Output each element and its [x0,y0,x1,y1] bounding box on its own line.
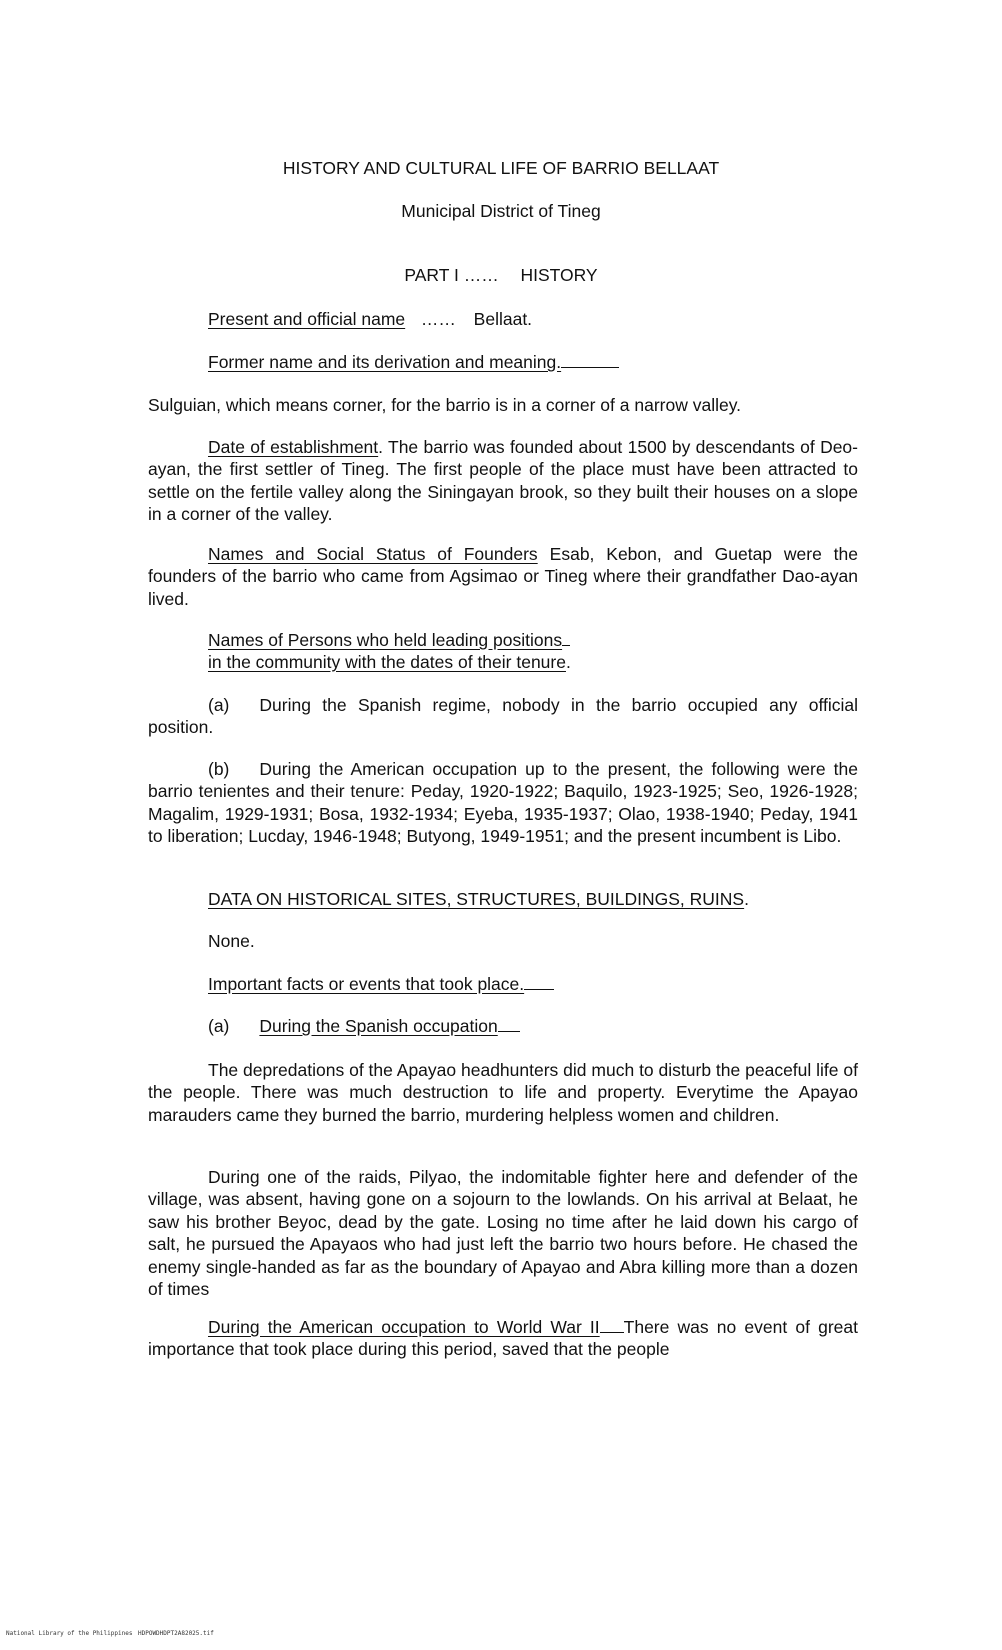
leaders-heading-2: in the community with the dates of their tenure [208,652,566,672]
present-name-heading: Present and official name [208,309,406,329]
establishment-paragraph [148,436,858,526]
american-occupation-paragraph [148,1316,858,1361]
leaders-item-a [148,694,858,739]
footer-library-credit: National Library of the Philippines [6,1630,133,1637]
establishment-text: . The barrio was founded about 1500 by descendants of Deo-ayan, the first settler of Tineg. The first people of the place must have been attracted to settle on the fertile valley along the Siningayan brook, so they built their houses on a slope in a corner of the valley. [148,437,858,525]
founders-text: Esab, Kebon, and Guetap were the founders of the barrio who came from Agsimao or Tineg where their grandfather Dao-ayan lived. [148,544,858,609]
underline-fill [561,353,619,368]
leaders-heading-end: . [565,652,571,672]
former-name-heading: Former name and its derivation and meaning. [208,352,562,372]
leaders-item-b [148,758,858,848]
leaders-item-a-text: During the Spanish regime, nobody in the barrio occupied any official position. [148,695,858,738]
present-name-line [208,308,532,330]
footer-file-id: HDPOWDHDPT2A82025.tif [138,1630,214,1637]
former-name-text: Sulguian, which means corner, for the barrio is in a corner of a narrow valley. [148,395,742,415]
leaders-item-b-text: During the American occupation up to the present, the following were the barrio tenientes and their tenure: Peday, 1920-1922; Baquilo, 1923-1925; Seo, 1926-1928; Magalim, 1929-1931; Bosa, 1932-1934; Eyeba, 1935-1937; Olao, 1938-1940; Peday, 1941 to liberation; Lucday, 1946-1948; Butyong, 1949-1951; and the present incumbent is Libo. [148,759,858,847]
part-name: HISTORY [520,265,598,285]
leaders-item-b-label: (b) [208,759,230,779]
founders-paragraph [148,543,858,610]
historical-sites-heading-end: . [744,889,749,909]
former-name-heading-line [208,351,619,373]
document-title: HISTORY AND CULTURAL LIFE OF BARRIO BELLAAT [282,158,720,178]
underline-fill [600,1318,624,1333]
establishment-heading: Date of establishment [208,437,379,457]
leaders-heading-line1 [208,629,570,651]
american-occupation-text: There was no event of great importance that took place during this period, saved that the people [148,1317,858,1360]
historical-sites-heading: DATA ON HISTORICAL SITES, STRUCTURES, BUILDINGS, RUINS [208,889,745,909]
leaders-item-a-label: (a) [208,695,230,715]
founders-heading: Names and Social Status of Founders [208,544,538,564]
present-name-dots: …… [420,309,456,329]
events-heading-line [208,973,554,995]
underline-fill [524,975,554,990]
part-heading [0,264,1002,286]
american-occupation-heading: During the American occupation to World War II [208,1317,600,1337]
present-name-value: Bellaat. [473,309,533,329]
events-paragraph-1 [148,1059,858,1126]
part-label: PART I …… [404,265,499,285]
events-sub-a-heading: During the Spanish occupation [259,1016,498,1036]
events-sub-a-label: (a) [208,1016,230,1036]
underline-fill [498,1017,520,1032]
document-subtitle: Municipal District of Tineg [401,201,601,221]
historical-sites-text: None. [208,931,255,951]
events-sub-a-line [208,1015,520,1037]
events-para2-text: During one of the raids, Pilyao, the indomitable fighter here and defender of the village, was absent, having gone on a sojourn to the lowlands. On his arrival at Belaat, he saw his brother Beyoc, dead by the gate. Losing no time after he laid down his cargo of salt, he pursued the Apayaos who had just left the barrio two hours before. He chased the enemy single-handed as far as the boundary of Apayao and Abra killing more than a dozen of times [148,1167,858,1300]
events-paragraph-2 [148,1166,858,1300]
events-para1-text: The depredations of the Apayao headhunters did much to disturb the peaceful life of the people. There was much destruction to life and property. Everytime the Apayao marauders came they burned the barrio, murdering helpless women and children. [148,1060,858,1125]
historical-sites-heading-line [208,888,749,910]
events-heading: Important facts or events that took place. [208,974,525,994]
leaders-heading-1: Names of Persons who held leading positions [208,630,563,650]
underline-fill [562,631,570,646]
leaders-heading-line2 [208,651,571,673]
